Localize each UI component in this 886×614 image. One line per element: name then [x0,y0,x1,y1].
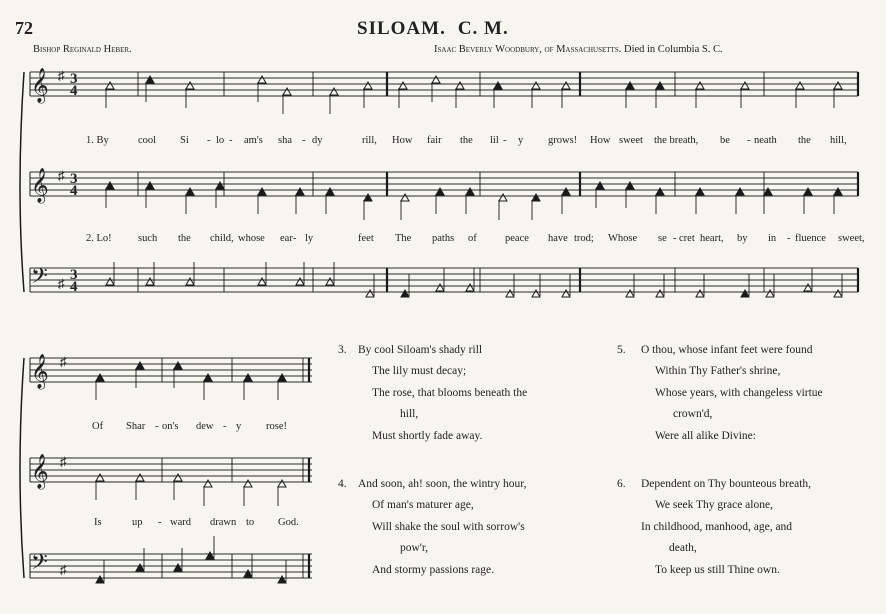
lyric-verse1: neath [754,135,777,146]
bass-1-key-sharp: ♯ [58,276,65,291]
lyric-verse2: trod; [574,233,594,244]
verse-line: Dependent on Thy bounteous breath, [641,478,812,490]
verse-line: O thou, whose infant feet were found [641,344,813,356]
lyric-verse2: 2. Lo! [86,233,112,244]
lyric-verse2: sweet, [838,233,865,244]
bass-1-time-bottom: 4 [70,279,78,295]
lyric-verse1: be [720,135,730,146]
verse-line: crown'd, [673,408,713,420]
lyric-verse1: am's [244,135,263,146]
lyric-verse2: ear [280,233,293,244]
lyric-verse1: - [302,135,306,146]
lyric-verse2: up [132,517,143,528]
lyric-verse1: lo [216,135,225,146]
lyric-verse1: How [590,135,611,146]
lyric-verse1: dy [312,135,323,146]
verse-line: Within Thy Father's shrine, [655,365,781,377]
lyric-verse2: - [158,517,162,528]
lyric-verse2: in [768,233,777,244]
lyric-verse1: Shar [126,421,146,432]
lyric-verse2: peace [505,233,529,244]
treble-1-key-sharp: ♯ [58,68,65,83]
lyric-verse2: se [658,233,667,244]
lyric-verse2: paths [432,233,455,244]
composer-note: Died in Columbia S. C. [623,44,723,55]
lyric-verse1: rose! [266,421,287,432]
treble-clef: 𝄞 [31,169,49,202]
hymn-name: SILOAM. [357,18,446,39]
lyric-verse1: - [503,135,507,146]
key-sharp: ♯ [60,454,67,469]
key-sharp: ♯ [60,354,67,369]
lyric-verse1: hill, [830,135,847,146]
verse-number: 4. [338,478,347,490]
lyric-verse1: 1. By [86,135,109,146]
verse-line: And soon, ah! soon, the wintry hour, [358,478,527,490]
bass-clef: 𝄢 [31,264,48,293]
key-sharp: ♯ [60,562,67,577]
lyric-verse1: - [223,421,227,432]
verse-line: Of man's maturer age, [372,499,474,511]
lyric-verse2: have [548,233,568,244]
verse-line: Whose years, with changeless virtue [655,387,823,399]
verse-line: hill, [400,408,419,420]
lyric-verse1: Of [92,421,104,432]
verse-line: Must shortly fade away. [372,430,483,442]
bass-1-time-top: 3 [70,267,78,283]
lyric-verse2: ly [305,233,314,244]
lyric-verse1: sha [278,135,292,146]
lyric-verse2: to [246,517,255,528]
lyric-verse2: The [395,233,412,244]
verse-line: And stormy passions rage. [372,564,495,576]
verse-number: 6. [617,478,626,490]
lyric-verse1: How [392,135,413,146]
lyric-verse1: the [460,135,473,146]
poet-credit: Bishop Reginald Heber. [33,44,132,55]
lyric-verse2: such [138,233,158,244]
verse-number: 5. [617,344,626,356]
lyric-verse1: the breath, [654,135,699,146]
lyric-verse1: dew [196,421,214,432]
lyric-verse2: - [293,233,297,244]
verse-line: By cool Siloam's shady rill [358,344,483,356]
lyric-verse2: Is [94,517,102,528]
verse-line: pow'r, [400,542,429,554]
lyric-verse1: y [236,421,242,432]
lyric-verse2: feet [358,233,374,244]
lyric-verse2: the [178,233,191,244]
alto-1-time-bottom: 4 [70,183,78,199]
treble-clef: 𝄞 [31,69,49,102]
verse-line: We seek Thy grace alone, [655,499,773,511]
lyric-verse2: cret [679,233,695,244]
lyric-verse1: Si [180,135,189,146]
verse-line: Were all alike Divine: [655,430,756,442]
alto-1-key-sharp: ♯ [58,168,65,183]
lyric-verse1: cool [138,135,157,146]
treble-clef: 𝄞 [31,455,49,488]
verse-line: The lily must decay; [372,365,467,377]
lyric-verse2: - [787,233,791,244]
lyric-verse1: grows! [548,135,578,146]
lyric-verse2: by [737,233,748,244]
verse-number: 3. [338,344,347,356]
lyric-verse2: of [468,233,477,244]
treble-clef: 𝄞 [31,355,49,388]
lyric-verse1: rill, [362,135,377,146]
lyric-verse1: - [207,135,211,146]
verse-line: Will shake the soul with sorrow's [372,521,525,533]
lyric-verse1: the [798,135,811,146]
alto-1-time-top: 3 [70,171,78,187]
lyric-verse2: ward [170,517,191,528]
hymn-meter: C. M. [457,18,509,39]
lyric-verse1: y [518,135,524,146]
lyric-verse1: fair [427,135,442,146]
treble-1-time-top: 3 [70,71,78,87]
verse-line: In childhood, manhood, age, and [641,521,793,533]
lyric-verse2: fluence [795,233,826,244]
lyric-verse1: on's [162,421,179,432]
lyric-verse2: whose [238,233,265,244]
lyric-verse2: child, [210,233,234,244]
lyric-verse1: - [747,135,751,146]
bass-clef: 𝄢 [31,550,48,579]
lyric-verse2: drawn [210,517,237,528]
page-number: 72 [15,18,33,38]
lyric-verse2: - [673,233,677,244]
lyric-verse1: - [229,135,233,146]
lyric-verse2: heart, [700,233,724,244]
verse-line: death, [669,542,697,554]
lyric-verse1: - [155,421,159,432]
verse-line: To keep us still Thine own. [655,564,780,576]
lyric-verse2: God. [278,517,299,528]
lyric-verse1: lil [490,135,499,146]
composer-name: Isaac Beverly Woodbury, of Massachusetts. [434,44,622,55]
treble-1-time-bottom: 4 [70,83,78,99]
lyric-verse2: Whose [608,233,638,244]
verse-line: The rose, that blooms beneath the [372,387,528,399]
lyric-verse1: sweet [619,135,643,146]
